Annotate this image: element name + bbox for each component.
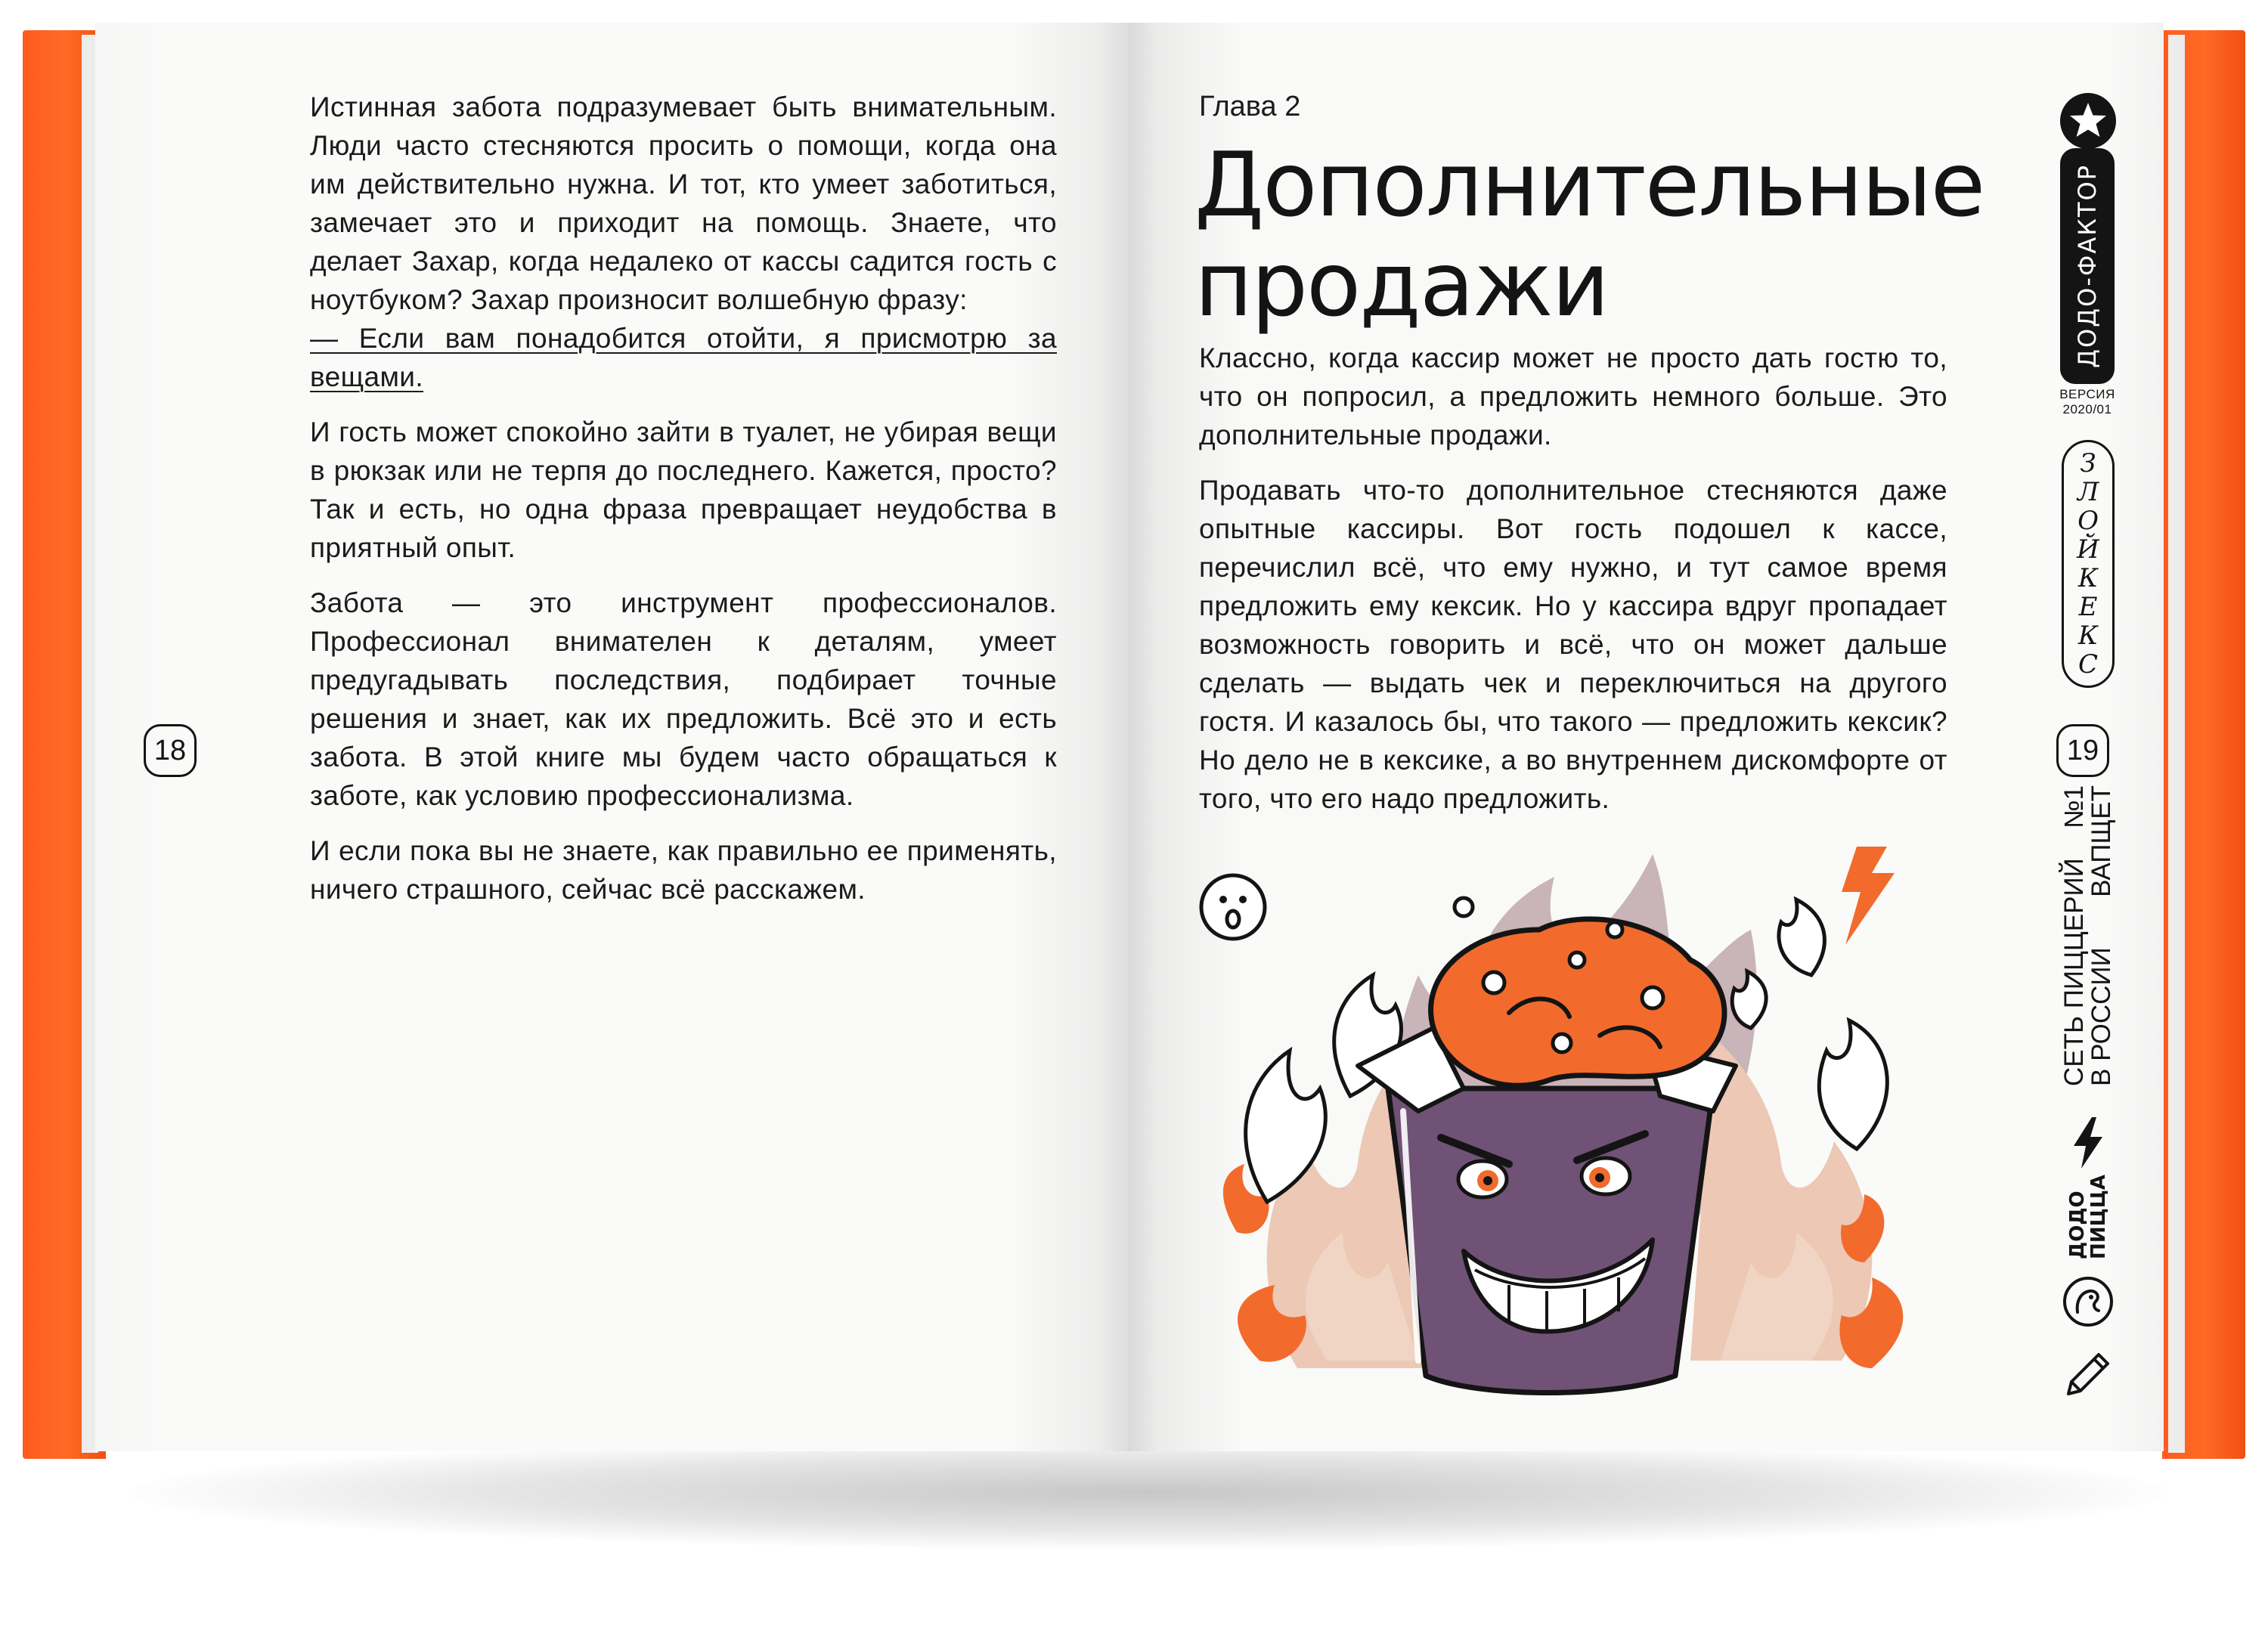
paragraph: Забота — это инструмент профессионалов. Профессионал внимателен к деталям, умеет предугадывать последствия, подбирает точные решения и знает, как их предложить. Всё это и есть забота. В этой книге мы будем часто обращаться к заботе, как условию профессионализма. [310,587,1057,811]
version-label: ВЕРСИЯ [2059,387,2115,401]
logo-line-2: ПИЦЦА [2087,1175,2110,1259]
chapter-title: Дополнительные продажи [1194,132,1984,336]
slogan-line-1: СЕТЬ ПИЦЦЕРИЙ [2059,858,2089,1086]
paragraph: Продавать что-то дополнительное стесняются даже опытные кассиры. Вот гость подошел к кассе, перечислил всё, что ему нужно, и тут самое время предложить ему кексик. Но у кассира вдруг пропадает возможность говорить и всё, что он может дальше сделать — выдать чек и переключиться на другого гостя. И казалось бы, что такого — предложить кексик? Но дело не в кексике, а во внутреннем дискомфорте от того, что его надо предложить. [1199,475,1947,814]
page-number-left: 18 [144,724,197,777]
left-page-text [310,88,1057,925]
paragraph: Классно, когда кассир может не просто дать гостю то, что он попросил, а предложить немного больше. Это дополнительные продажи. [1199,342,1947,451]
badge-label: ДОДО-ФАКТОР [2073,163,2102,369]
lightning-icon [1842,847,1895,945]
page-number-right: 19 [2056,724,2109,777]
chapter-tag-label: ЗЛОЙ КЕКС [2077,448,2099,680]
dodo-pizza-logo-text [2067,1175,2109,1259]
page-stack-right [2168,35,2185,1453]
white-flame [1779,900,1824,975]
dodo-logo-icon [2061,1274,2115,1329]
right-page-text [1199,339,1947,834]
cupcake-wrapper [1388,1088,1713,1393]
paragraph: И если пока вы не знаете, как правильно ее применять, ничего страшного, сейчас всё расскажем. [310,835,1057,905]
pencil-icon [2059,1345,2117,1403]
paragraph: И гость может спокойно зайти в туалет, не убирая вещи в рюкзак или не терпя до последнего. Кажется, просто? Так и есть, но одна фраза превращает неудобства в приятный опыт. [310,416,1057,563]
paragraph [310,88,1057,396]
slogan-line-2: В РОССИИ [2087,947,2116,1086]
white-flame [1819,1020,1887,1149]
version-value: 2020/01 [2062,402,2112,416]
book-shadow [129,1436,2170,1550]
lightning-icon [2068,1116,2108,1170]
chapter-label: Глава 2 [1199,91,1301,122]
angry-cupcake-illustration [1191,839,1947,1406]
version-info [2049,387,2126,417]
cupcake-frosting [1431,919,1724,1085]
slogan-word: ВАПЩЕТ [2087,785,2116,897]
logo-line-1: ДОДО [2066,1191,2089,1259]
star-icon [2055,88,2121,154]
paragraph-text: Истинная забота подразумевает быть внимательным. Люди часто стесняются просить о помощи, когда она им действительно нужна. И тот, кто умеет заботиться, замечает это и приходит на помощь. Знаете, что делает Захар, когда недалеко от кассы садится гость с ноутбуком? Захар произносит волшебную фразу: [310,91,1057,315]
highlighted-quote: — Если вам понадобится отойти, я присмотрю за вещами. [310,323,1057,392]
slogan [2061,785,2115,1086]
shocked-face-icon [1201,875,1265,939]
slogan-number: №1 [2059,785,2089,829]
